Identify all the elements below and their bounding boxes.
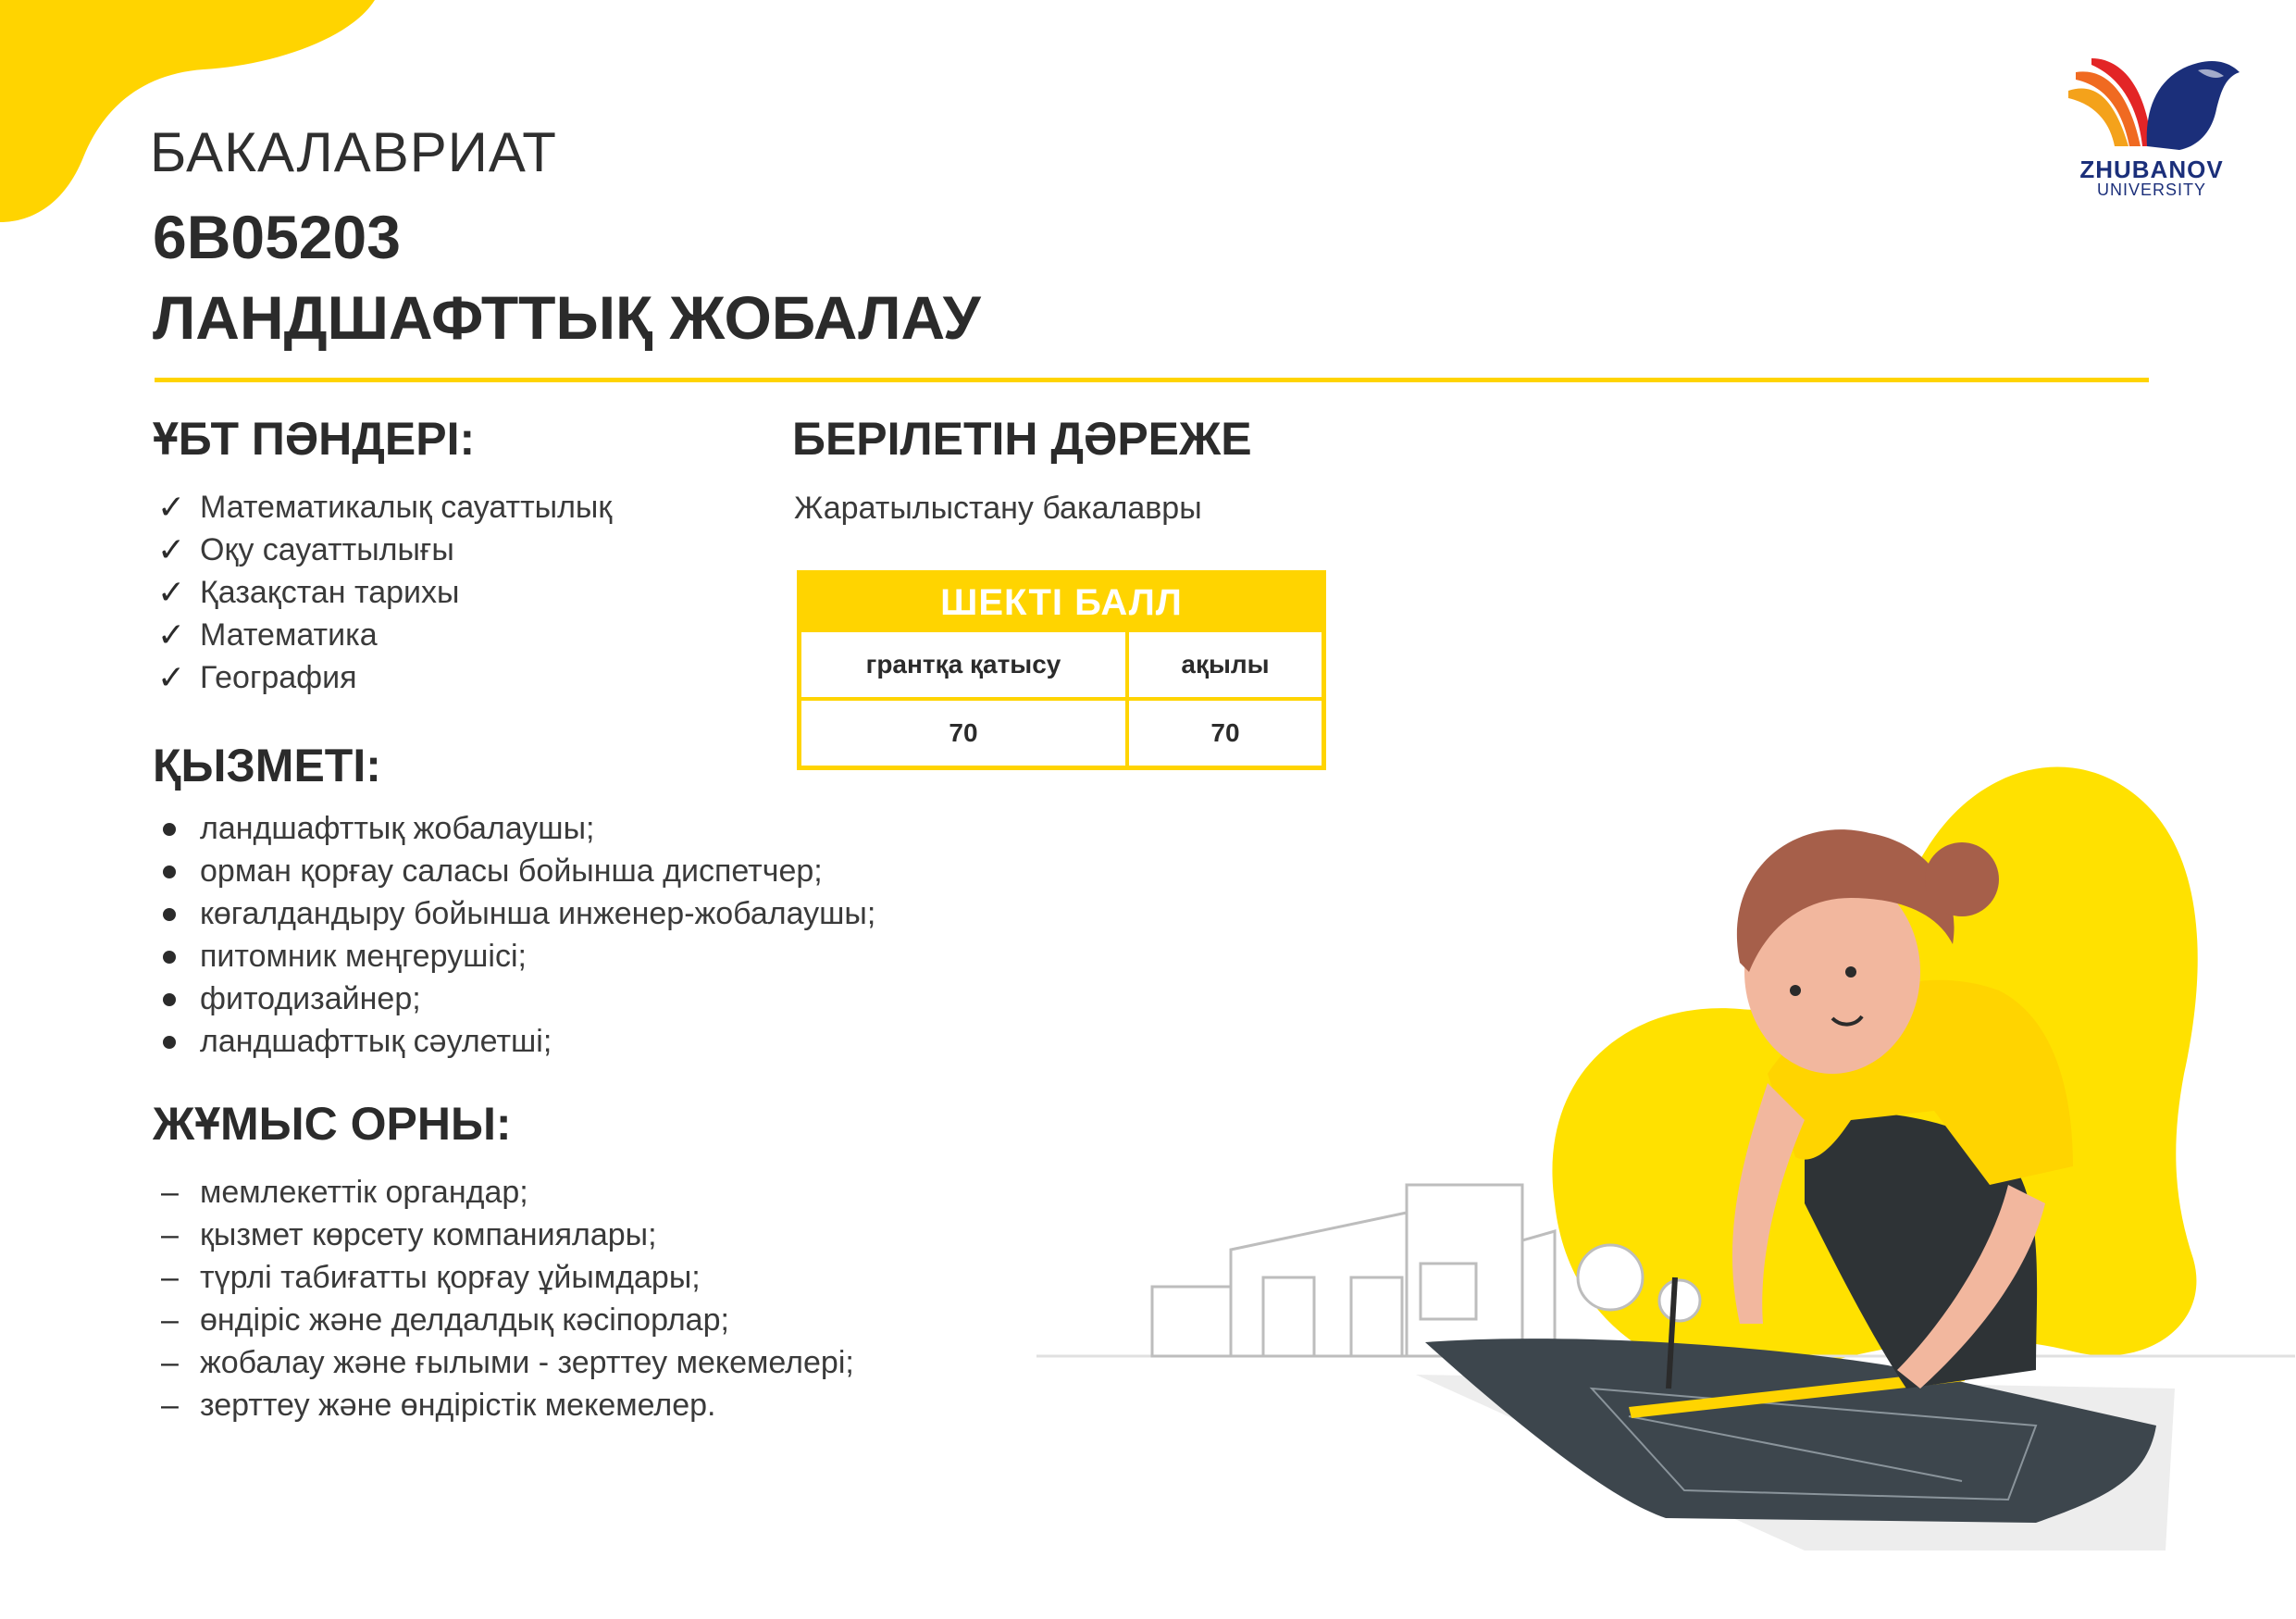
workplace-title: ЖҰМЫС ОРНЫ:: [153, 1098, 512, 1150]
buildings-icon: [1152, 1185, 1555, 1356]
paid-score: 70: [1210, 718, 1240, 747]
list-item: ✓ Оқу сауаттылығы: [155, 529, 612, 571]
blueprint-sheet: [1425, 1339, 2156, 1523]
list-item: ландшафттық жобалаушы;: [155, 807, 875, 850]
list-item: ландшафттық сәулетші;: [155, 1020, 875, 1063]
duties-title: ҚЫЗМЕТІ:: [153, 740, 381, 791]
decorative-blob: [0, 0, 389, 231]
col-grant-header: грантқа қатысу: [801, 632, 1129, 697]
logo-name: ZHUBANOV: [2079, 156, 2224, 183]
designer-illustration: [1036, 685, 2296, 1619]
list-item: питомник меңгерушісі;: [155, 935, 875, 978]
ent-subjects-list: [155, 486, 612, 699]
workplace-list: [155, 1171, 854, 1426]
logo-emblem-icon: [2059, 54, 2244, 156]
degree-title: БЕРІЛЕТІН ДӘРЕЖЕ: [792, 413, 1252, 465]
list-item: – жобалау және ғылыми - зерттеу мекемелері;: [155, 1341, 854, 1384]
logo-subtitle: UNIVERSITY: [2096, 181, 2207, 199]
degree-value: Жаратылыстану бакалавры: [794, 491, 1202, 526]
grant-score: 70: [801, 701, 1129, 766]
threshold-title: ШЕКТІ БАЛЛ: [801, 575, 1322, 629]
list-item: – өндіріс және делдалдық кәсіпорлар;: [155, 1299, 854, 1341]
header-divider: [155, 378, 2149, 382]
list-item: – түрлі табиғатты қорғау ұйымдары;: [155, 1256, 854, 1299]
list-item: ✓ Қазақстан тарихы: [155, 571, 612, 614]
list-item: – зерттеу және өндірістік мекемелер.: [155, 1384, 854, 1426]
list-item: ✓ Математика: [155, 614, 612, 656]
list-item: орман қорғау саласы бойынша диспетчер;: [155, 850, 875, 892]
program-title: ЛАНДШАФТТЫҚ ЖОБАЛАУ: [153, 283, 981, 352]
list-item: көгалдандыру бойынша инженер-жобалаушы;: [155, 892, 875, 935]
list-item: – қызмет көрсету компаниялары;: [155, 1214, 854, 1256]
university-logo: [2059, 54, 2244, 202]
list-item: – мемлекеттік органдар;: [155, 1171, 854, 1214]
list-item: ✓ География: [155, 656, 612, 699]
col-paid-header: ақылы: [1181, 650, 1270, 679]
duties-list: [155, 807, 875, 1063]
list-item: ✓ Математикалық сауаттылық: [155, 486, 612, 529]
ent-subjects-title: ҰБТ ПӘНДЕРІ:: [153, 413, 476, 465]
degree-level: БАКАЛАВРИАТ: [150, 121, 557, 183]
list-item: фитодизайнер;: [155, 978, 875, 1020]
program-code: 6B05203: [153, 203, 401, 271]
